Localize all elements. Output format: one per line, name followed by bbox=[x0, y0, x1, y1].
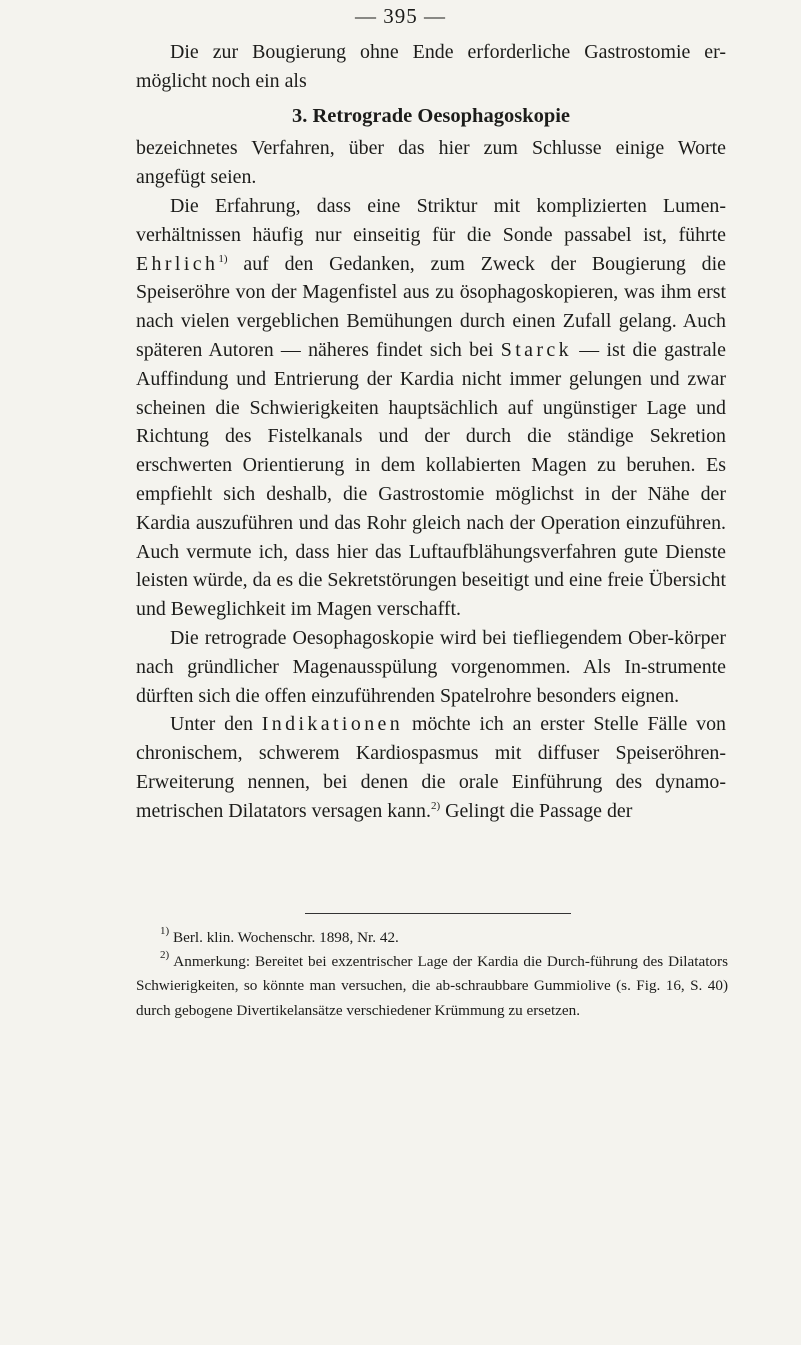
main-text bbox=[136, 38, 726, 826]
author-ehrlich: Ehrlich bbox=[136, 252, 219, 275]
footnote-2-text: Anmerkung: Bereitet bei exzentrischer Lage der Kardia die Durch-führung des Dilatators Schwierigkeiten, so könnte man versuchen, die ab-schraubbare Gummiolive (s. Fig. 16, S. 40) durch gebogene Divertikelansätze verschiedener Krümmung zu ersetzen. bbox=[136, 953, 728, 1019]
footnote-1-mark: 1) bbox=[160, 925, 170, 937]
author-starck: Starck bbox=[500, 338, 572, 361]
paragraph-experience-a: Die Erfahrung, dass eine Striktur mit komplizierten Lumen-verhältnissen häufig nur einseitig für die Sonde passabel ist, führte bbox=[136, 194, 726, 246]
paragraph-procedure: bezeichnetes Verfahren, über das hier zum Schlusse einige Worte angefügt seien. bbox=[136, 137, 726, 189]
paragraph-experience bbox=[136, 192, 726, 624]
footnote-1-text: Berl. klin. Wochenschr. 1898, Nr. 42. bbox=[172, 929, 399, 946]
paragraph-indications-b: möchte ich an erster Stelle Fälle von chronischem, schwerem Kardiospasmus mit diffuser Speiseröhren-Erweiterung nennen, bei denen die orale Einführung des dynamo-metrischen Dilatators versagen kann. bbox=[136, 713, 726, 822]
paragraph-technique: Die retrograde Oesophagoskopie wird bei tiefliegendem Ober-körper nach gründlicher Magenausspülung vorgenommen. Als In-strumente dürften sich die offen einzuführenden Spatelrohre besonders eignen. bbox=[136, 626, 726, 707]
paragraph-indications-a: Unter den bbox=[170, 713, 253, 736]
paragraph-indications-c: Gelingt die Passage der bbox=[445, 799, 633, 822]
footnote-2 bbox=[136, 950, 728, 1023]
footnote-divider bbox=[305, 913, 571, 914]
term-indikationen: Indikationen bbox=[261, 713, 404, 736]
paragraph-indications bbox=[136, 710, 726, 825]
section-heading: 3. Retrograde Oesophagoskopie bbox=[291, 104, 571, 127]
footnote-1 bbox=[136, 926, 728, 950]
paragraph-experience-c: — ist die gastrale Auffindung und Entrierung der Kardia nicht immer gelungen und zwar scheinen die Schwierigkeiten hauptsächlich auf ungünstiger Lage und Richtung des Fistelkanals und der durch die ständige Sekretion erschwerten Orientierung in dem kollabierten Magen zu beruhen. Es empfiehlt sich deshalb, die Gastrostomie möglichst in der Nähe der Kardia auszuführen und das Rohr gleich nach der Operation einzuführen. Auch vermute ich, dass hier das Luftaufblähungsverfahren gute Dienste leisten würde, da es die Sekretstörungen beseitigt und eine freie Übersicht und Beweglichkeit im Magen verschafft. bbox=[136, 338, 726, 621]
footnotes bbox=[136, 926, 728, 1023]
footnote-2-mark: 2) bbox=[160, 949, 170, 962]
paragraph-intro bbox=[136, 38, 726, 96]
footnote-ref-2: 2) bbox=[430, 799, 441, 812]
page-number: — 395 — bbox=[355, 4, 446, 28]
paragraph-experience-b: auf den Gedanken, zum Zweck der Bougierung die Speiseröhre von der Magenfistel aus zu ösophagoskopieren, was ihm erst nach vielen vergeblichen Bemühungen durch einen Zufall gelang. Auch späteren Autoren — näheres findet sich bei bbox=[136, 252, 726, 361]
paragraph-intro-text: Die zur Bougierung ohne Ende erforderliche Gastrostomie er-möglicht noch ein als bbox=[136, 41, 726, 92]
footnote-ref-1: 1) bbox=[218, 252, 228, 265]
